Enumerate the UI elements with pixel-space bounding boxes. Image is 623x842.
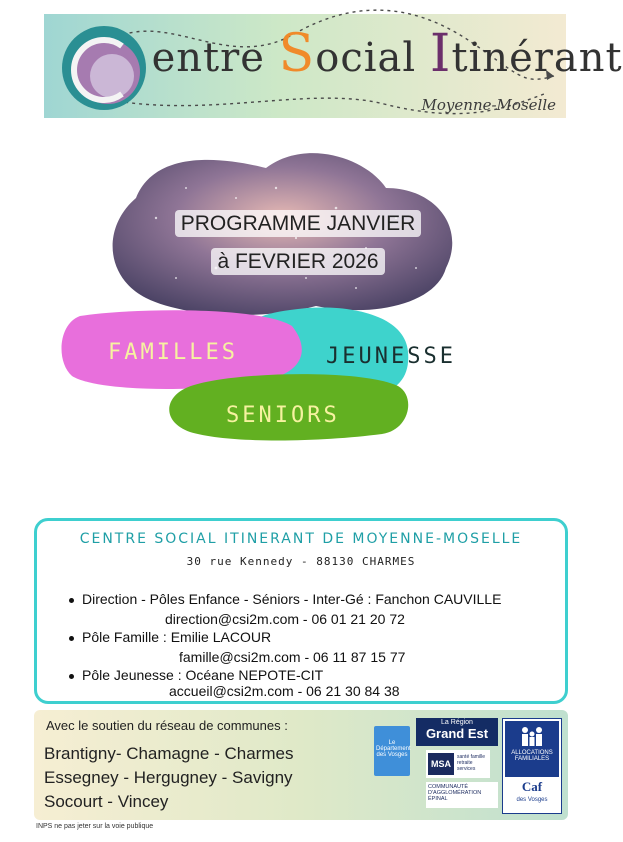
caf-family-icon <box>517 724 547 748</box>
banner-subtitle: Moyenne-Moselle <box>421 96 556 114</box>
agglo-epinal-logo: COMMUNAUTÉ D'AGGLOMÉRATION ÉPINAL <box>426 782 498 808</box>
title-ocial: ocial <box>315 35 430 81</box>
region-grand-est-logo: La Région Grand Est <box>416 718 498 746</box>
contact-direction-details: direction@csi2m.com - 06 01 21 20 72 <box>165 611 405 627</box>
contact-famille-details: famille@csi2m.com - 06 11 87 15 77 <box>179 649 406 665</box>
bullet-icon <box>69 598 74 603</box>
contact-famille <box>69 629 271 645</box>
commune-line-2: Essegney - Hergugney - Savigny <box>44 768 293 787</box>
banner-title <box>120 24 623 84</box>
info-title: CENTRE SOCIAL ITINERANT DE MOYENNE-MOSELLE <box>79 531 523 547</box>
header-banner <box>44 14 623 118</box>
category-seniors: SENIORS <box>226 403 340 428</box>
info-address: 30 rue Kennedy - 88130 CHARMES <box>186 555 416 568</box>
title-entre: entre <box>151 35 279 81</box>
contact-direction-label: Direction - Pôles Enfance - Séniors - Inter-Gé : Fanchon CAUVILLE <box>82 591 502 607</box>
contact-direction <box>69 591 501 607</box>
vosges-logo: Le Département des Vosges <box>374 726 410 776</box>
support-section <box>34 710 568 820</box>
bullet-icon <box>69 636 74 641</box>
caf-logo: ALLOCATIONS FAMILIALES Caf des Vosges <box>502 718 562 814</box>
msa-logo: MSA santé famille retraite services <box>426 750 490 778</box>
contact-info-box <box>34 518 568 704</box>
title-i: I <box>429 24 452 84</box>
commune-line-1: Brantigny- Chamagne - Charmes <box>44 744 294 763</box>
footnote: INPS ne pas jeter sur la voie publique <box>36 823 154 830</box>
programme-line-1: PROGRAMME JANVIER <box>0 212 596 236</box>
category-familles: FAMILLES <box>108 340 238 365</box>
contact-jeunesse-label: Pôle Jeunesse : Océane NEPOTE-CIT <box>82 667 324 683</box>
contact-jeunesse <box>69 667 323 683</box>
commune-line-3: Socourt - Vincey <box>44 792 169 811</box>
title-s: S <box>278 24 316 84</box>
contact-jeunesse-details: accueil@csi2m.com - 06 21 30 84 38 <box>169 683 400 699</box>
title-tinerant: tinérant <box>451 35 623 81</box>
bullet-icon <box>69 674 74 679</box>
support-heading: Avec le soutien du réseau de communes : <box>46 718 288 733</box>
category-jeunesse: JEUNESSE <box>326 344 456 369</box>
programme-line-2: à FEVRIER 2026 <box>0 250 596 274</box>
contact-famille-label: Pôle Famille : Emilie LACOUR <box>82 629 272 645</box>
